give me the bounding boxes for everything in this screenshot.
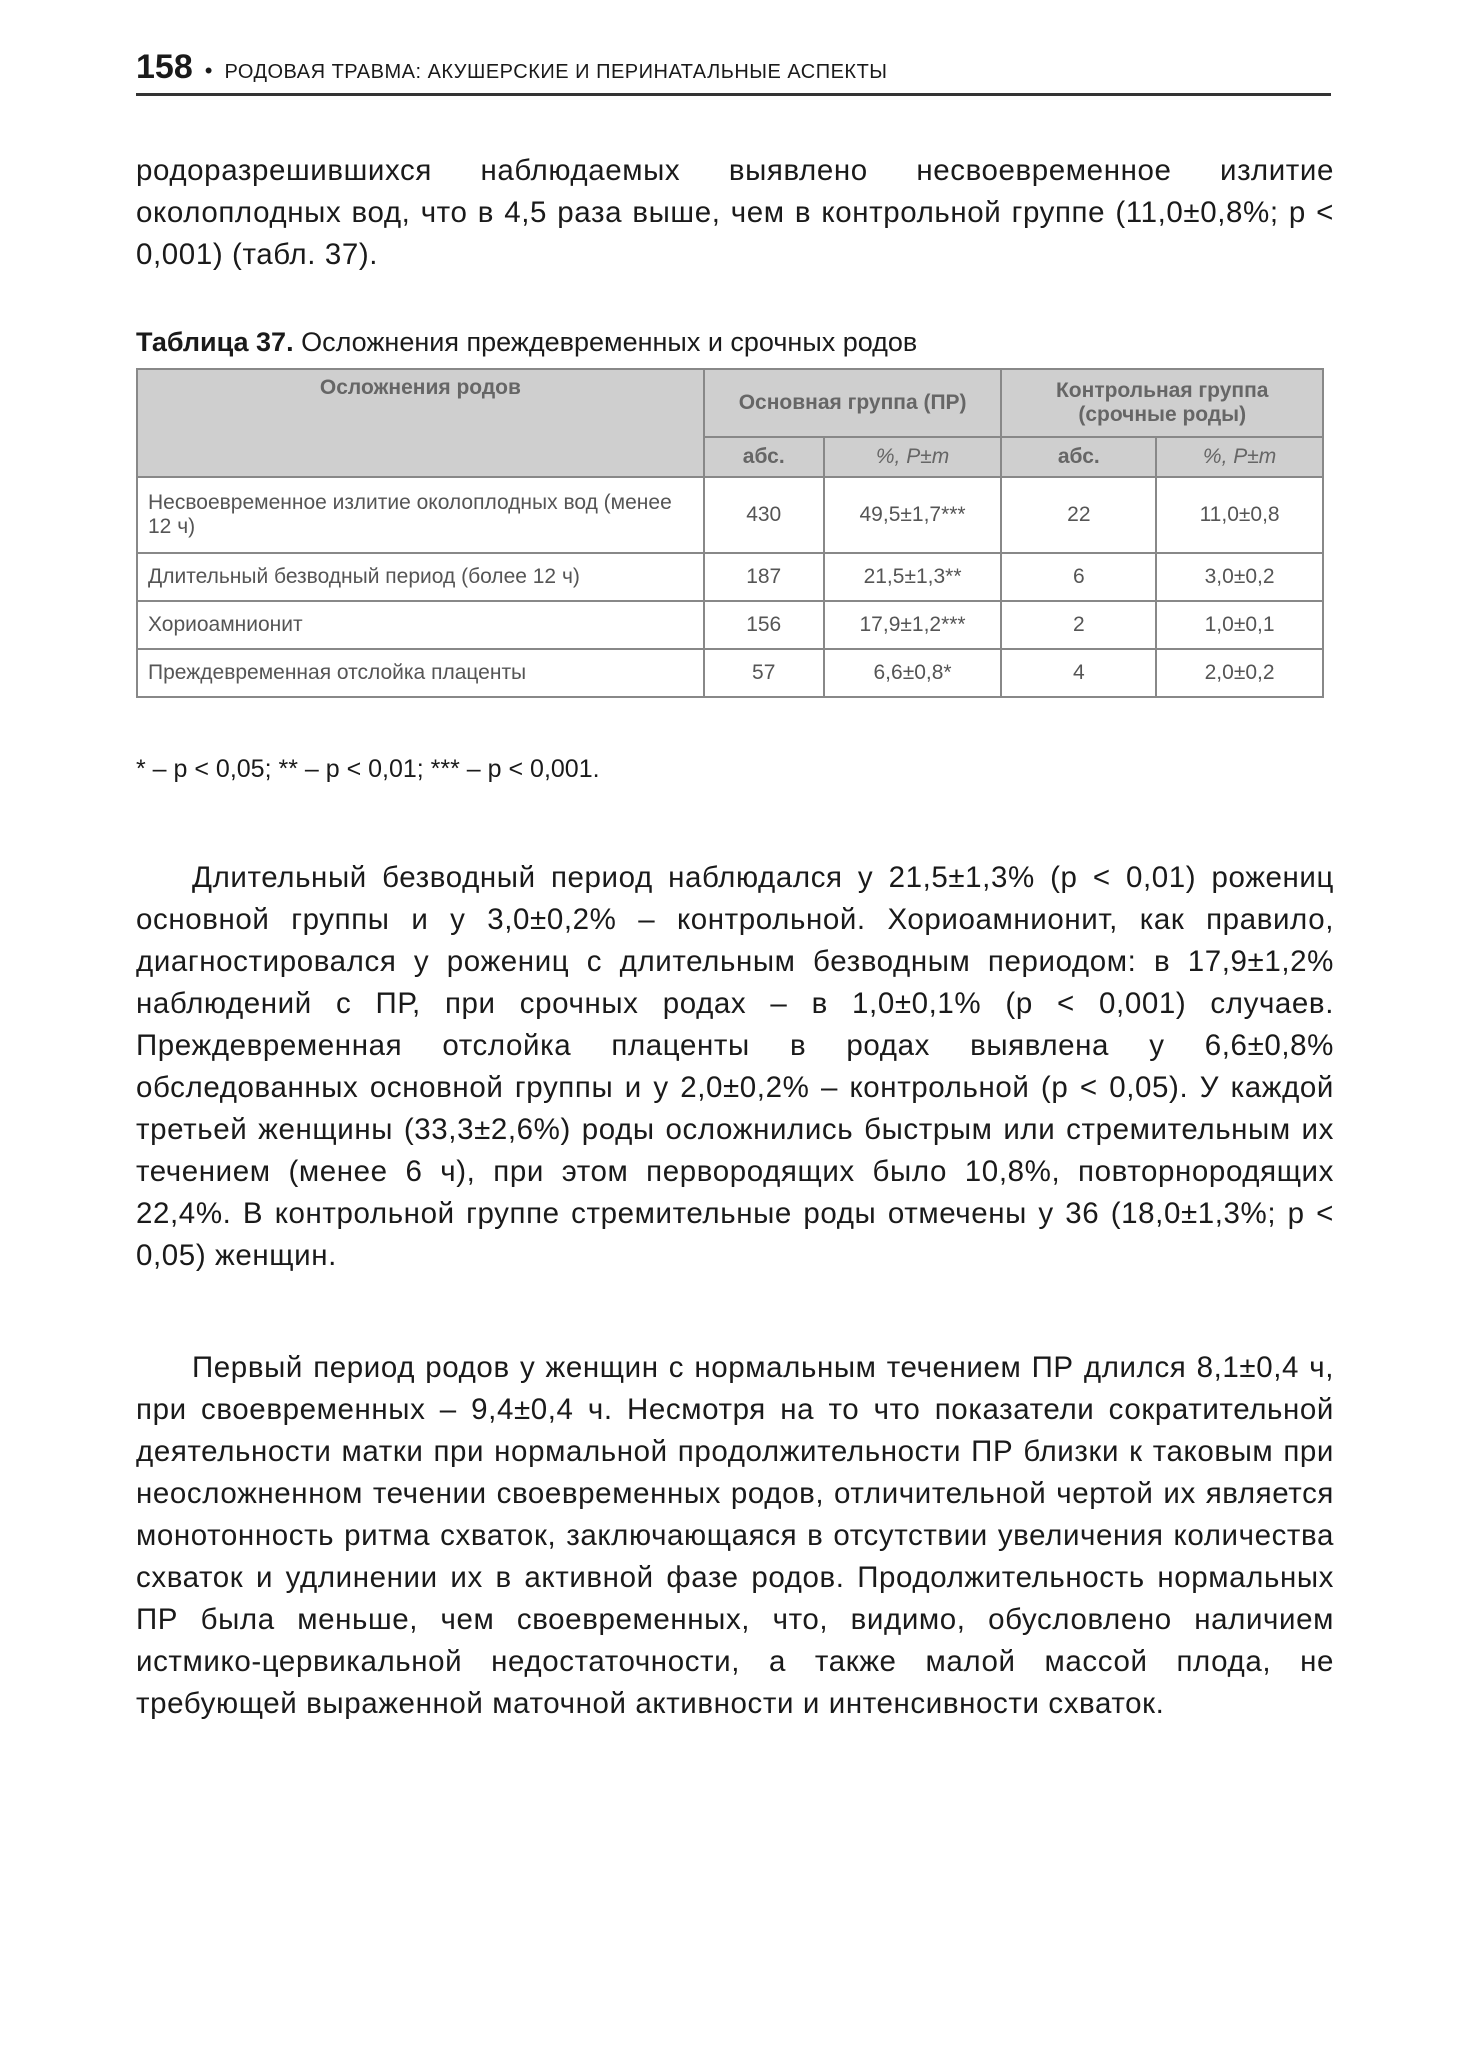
header-control-group: Контрольная группа (срочные роды): [1001, 369, 1323, 437]
header-ctrl-pct: %, P±m: [1156, 437, 1323, 477]
running-header: [136, 48, 1331, 96]
running-title: РОДОВАЯ ТРАВМА: АКУШЕРСКИЕ И ПЕРИНАТАЛЬНЫЕ АСПЕКТЫ: [224, 61, 888, 83]
paragraph-1: родоразрешившихся наблюдаемых выявлено несвоевременное излитие околоплодных вод, что в 4,5 раза выше, чем в контрольной группе (11,0±0,8%; p < 0,001) (табл. 37).: [136, 154, 1334, 271]
header-ctrl-abs: абс.: [1001, 437, 1156, 477]
ctrl-abs: 6: [1001, 553, 1156, 601]
ctrl-abs: 2: [1001, 601, 1156, 649]
table-row: [137, 477, 1323, 553]
header-complication: Осложнения родов: [137, 369, 704, 477]
row-name: Длительный безводный период (более 12 ч): [137, 553, 704, 601]
header-main-abs: абс.: [704, 437, 824, 477]
ctrl-pct: 2,0±0,2: [1156, 649, 1323, 697]
complications-table: [136, 368, 1324, 698]
ctrl-pct: 11,0±0,8: [1156, 477, 1323, 553]
page-number: 158: [136, 48, 193, 86]
header-main-group: Основная группа (ПР): [704, 369, 1002, 437]
main-pct: 49,5±1,7***: [824, 477, 1002, 553]
ctrl-pct: 1,0±0,1: [1156, 601, 1323, 649]
table-caption-text: Осложнения преждевременных и срочных родов: [293, 327, 918, 357]
table-footnote: * – p < 0,05; ** – p < 0,01; *** – p < 0,001.: [136, 755, 600, 783]
main-abs: 156: [704, 601, 824, 649]
table-row: [137, 649, 1323, 697]
main-abs: 187: [704, 553, 824, 601]
table-caption: [136, 327, 917, 358]
main-abs: 430: [704, 477, 824, 553]
main-pct: 6,6±0,8*: [824, 649, 1002, 697]
table-row: [137, 553, 1323, 601]
paragraph-3: Первый период родов у женщин с нормальным течением ПР длился 8,1±0,4 ч, при своевременных – 9,4±0,4 ч. Несмотря на то что показатели сократительной деятельности матки при нормальной продолжительности ПР близки к таковым при неосложненном течении своевременных родов, отличительной чертой их является монотонность ритма схваток, заключающаяся в отсутствии увеличения количества схваток и удлинении их в активной фазе родов. Продолжительность нормальных ПР была меньше, чем своевременных, что, видимо, обусловлено наличием истмико-цервикальной недостаточности, а также малой массой плода, не требующей выраженной маточной активности и интенсивности схваток.: [136, 1351, 1334, 1720]
row-name: Несвоевременное излитие околоплодных вод (менее 12 ч): [137, 477, 704, 553]
main-pct: 17,9±1,2***: [824, 601, 1002, 649]
paragraph-2: Длительный безводный период наблюдался у 21,5±1,3% (p < 0,01) рожениц основной группы и у 3,0±0,2% – контрольной. Хориоамнионит, как правило, диагностировался у рожениц с длительным безводным периодом: в 17,9±1,2% наблюдений с ПР, при срочных родах – в 1,0±0,1% (p < 0,001) случаев. Преждевременная отслойка плаценты в родах выявлена у 6,6±0,8% обследованных основной группы и у 2,0±0,2% – контрольной (p < 0,05). У каждой третьей женщины (33,3±2,6%) роды осложнились быстрым или стремительным их течением (менее 6 ч), при этом первородящих было 10,8%, повторнородящих 22,4%. В контрольной группе стремительные роды отмечены у 36 (18,0±1,3%; p < 0,05) женщин.: [136, 861, 1334, 1272]
ctrl-abs: 22: [1001, 477, 1156, 553]
row-name: Преждевременная отслойка плаценты: [137, 649, 704, 697]
ctrl-pct: 3,0±0,2: [1156, 553, 1323, 601]
table-caption-label: Таблица 37.: [136, 327, 294, 357]
header-bullet: •: [204, 58, 213, 83]
ctrl-abs: 4: [1001, 649, 1156, 697]
row-name: Хориоамнионит: [137, 601, 704, 649]
table-row: [137, 601, 1323, 649]
header-main-pct: %, P±m: [824, 437, 1002, 477]
main-pct: 21,5±1,3**: [824, 553, 1002, 601]
main-abs: 57: [704, 649, 824, 697]
